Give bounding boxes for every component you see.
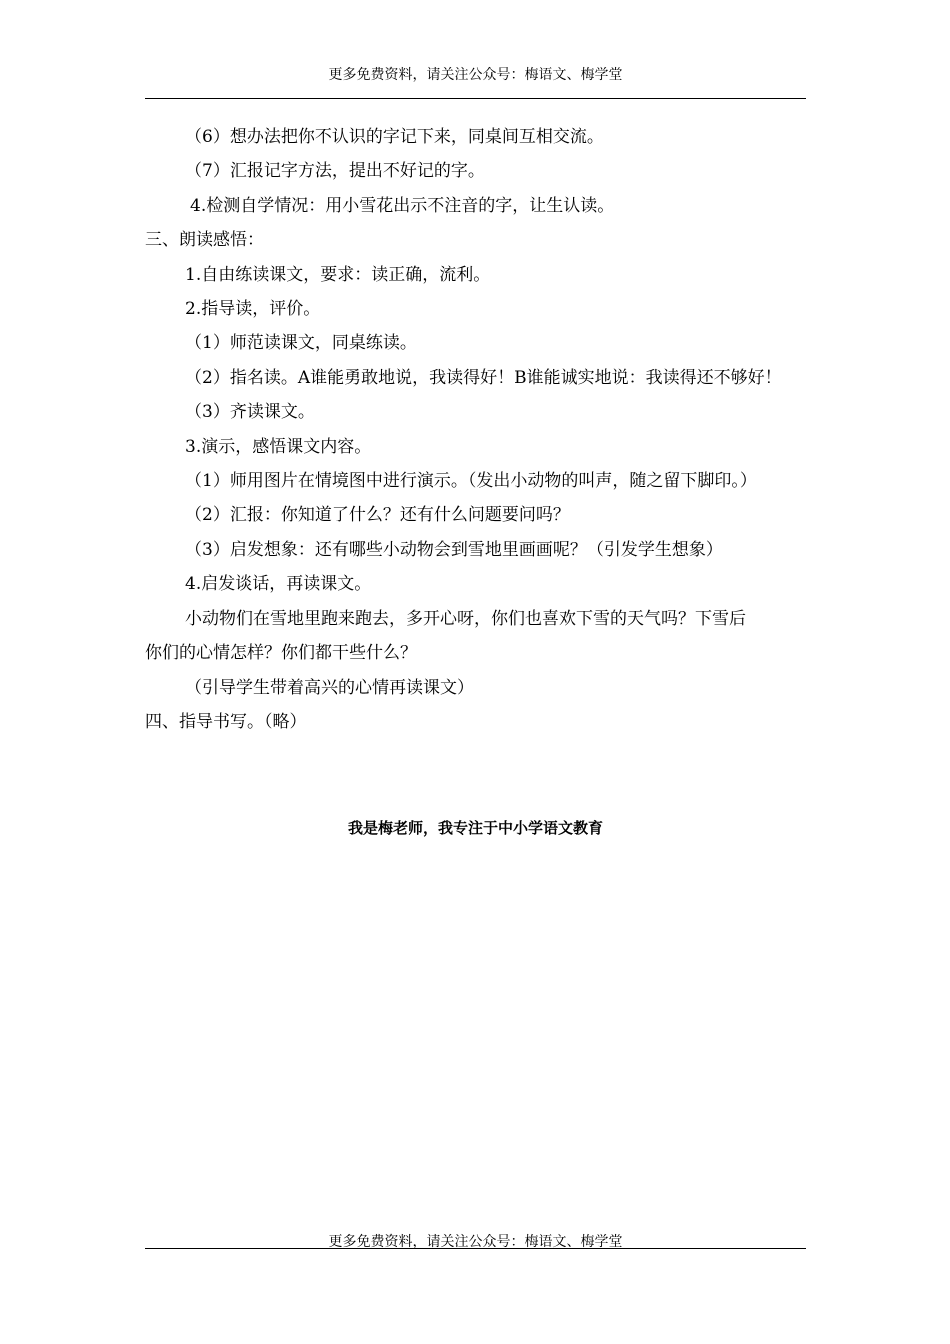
section-heading: 三、朗读感悟：	[145, 230, 264, 250]
page-header: 更多免费资料，请关注公众号：梅语文、梅学堂	[328, 67, 623, 83]
body-line: 4.检测自学情况：用小雪花出示不注音的字，让生认读。	[190, 196, 615, 216]
page-footer: 更多免费资料，请关注公众号：梅语文、梅学堂	[328, 1234, 623, 1250]
body-line: （7）汇报记字方法，提出不好记的字。	[185, 161, 485, 181]
body-line: （2）指名读。A谁能勇敢地说，我读得好！B谁能诚实地说：我读得还不够好！	[185, 368, 782, 388]
body-line: （6）想办法把你不认识的字记下来，同桌间互相交流。	[185, 127, 604, 147]
body-line: 小动物们在雪地里跑来跑去，多开心呀，你们也喜欢下雪的天气吗？下雪后	[185, 609, 746, 629]
body-line: 4.启发谈话，再读课文。	[185, 574, 372, 594]
header-rule	[145, 98, 806, 99]
closing-note: 我是梅老师，我专注于中小学语文教育	[347, 819, 603, 837]
section-heading: 四、指导书写。（略）	[145, 712, 307, 732]
body-line: （引导学生带着高兴的心情再读课文）	[185, 678, 474, 698]
body-line: 3.演示，感悟课文内容。	[185, 437, 372, 457]
body-line: （3）齐读课文。	[185, 402, 315, 422]
footer-rule	[145, 1248, 806, 1249]
body-line: 1.自由练读课文，要求：读正确，流利。	[185, 265, 491, 285]
body-line: 2.指导读，评价。	[185, 299, 321, 319]
body-line: 你们的心情怎样？你们都干些什么？	[145, 643, 417, 663]
body-line: （2）汇报：你知道了什么？还有什么问题要问吗？	[185, 505, 570, 525]
body-line: （3）启发想象：还有哪些小动物会到雪地里画画呢？（引发学生想象）	[185, 540, 723, 560]
body-line: （1）师用图片在情境图中进行演示。（发出小动物的叫声，随之留下脚印。）	[185, 471, 757, 491]
body-line: （1）师范读课文，同桌练读。	[185, 333, 417, 353]
